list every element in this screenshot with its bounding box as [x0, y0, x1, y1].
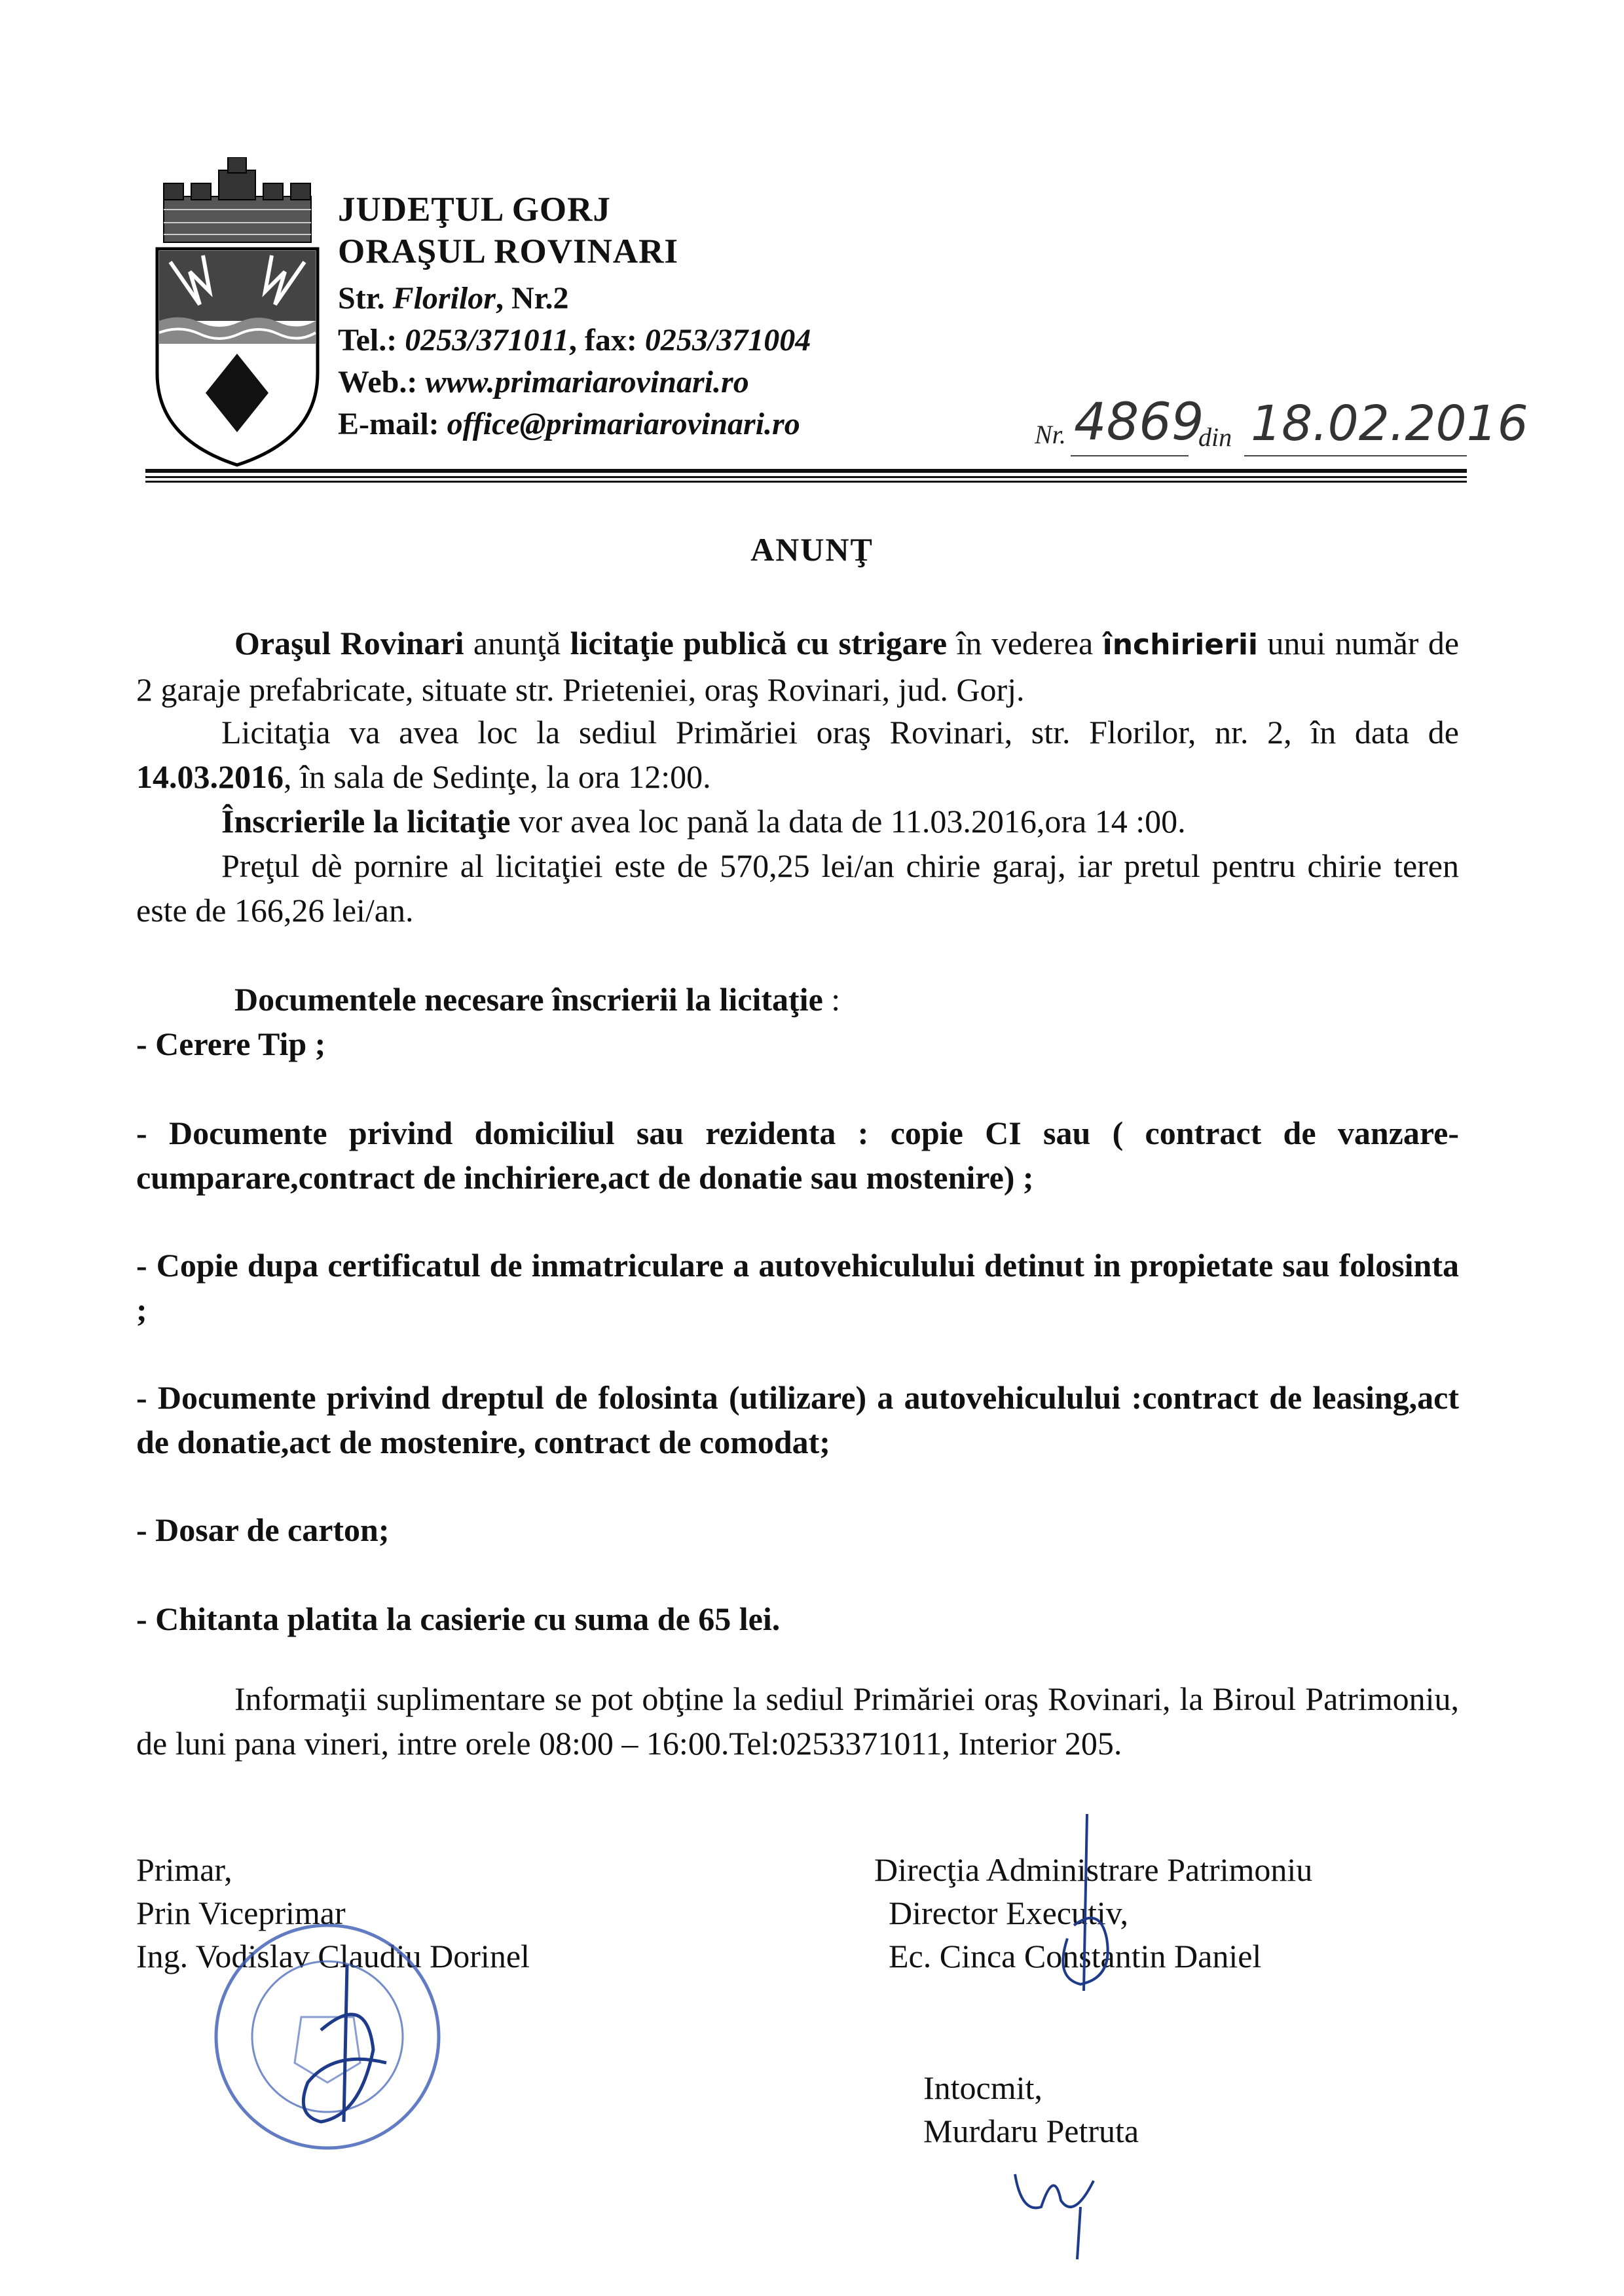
web-line — [338, 361, 811, 403]
signature-line: Intocmit, — [923, 2069, 1043, 2106]
signature-line: Murdaru Petruta — [923, 2113, 1139, 2149]
list-item: - Documente privind dreptul de folosinta (utilizare) a autovehiculului :contract de leasing,act de donatie,act de mostenire, contract de comodat; — [136, 1379, 1459, 1460]
text: unui număr de 2 garaje prefabricate, situate str. Prieteniei, oraş Rovinari, jud. Gorj. — [136, 625, 1460, 708]
signature-block-prepared — [923, 2066, 1139, 2153]
email-line — [338, 403, 811, 445]
street-label: Str. — [338, 281, 385, 316]
nr-handwritten-value: 4869 — [1074, 393, 1204, 452]
list-item: - Copie dupa certificatul de inmatriculare a autovehiculului detinut in propietate sau folosinta ; — [136, 1247, 1459, 1328]
registration-number — [1035, 393, 1528, 465]
town-name: ORAŞUL ROVINARI — [338, 232, 679, 270]
signature-line: Director Executiv, — [889, 1895, 1129, 1931]
signature-line: Ec. Cinca Constantin Daniel — [889, 1938, 1262, 1974]
web-link[interactable]: www.primariarovinari.ro — [425, 365, 749, 399]
county-name: JUDEŢUL GORJ — [338, 191, 611, 229]
list-item: - Cerere Tip ; — [136, 1026, 326, 1062]
tel-value: 0253/371011 — [405, 323, 569, 358]
web-label: Web.: — [338, 365, 418, 399]
prepared-signature-scribble — [995, 2155, 1113, 2266]
header-block — [338, 189, 811, 445]
paragraph-price: Preţul dè pornire al licitaţiei este de 570,25 lei/an chirie garaj, iar pretul pentru chirie teren este de 166,26 lei/an. — [136, 847, 1459, 929]
list-item: - Documente privind domiciliul sau rezidenta : copie CI sau ( contract de vanzare-cumparare,contract de inchiriere,act de donatie sau mostenire) ; — [136, 1115, 1459, 1196]
paragraph-registration — [136, 799, 1459, 843]
paragraph-info: Informaţii suplimentare se pot obţine la sediul Primăriei oraş Rovinari, la Biroul Patrimoniu, de luni pana vineri, intre orele 08:00 – 16:00.Tel:0253371011, Interior 205. — [136, 1680, 1459, 1762]
text: Licitaţia va avea loc la sediul Primăriei oraş Rovinari, str. Florilor, nr. 2, în data de — [221, 714, 1459, 750]
email-label: E-mail: — [338, 407, 439, 441]
email-link[interactable]: office@primariarovinari.ro — [447, 407, 800, 441]
din-label: din — [1198, 422, 1232, 452]
date-underline — [1244, 455, 1467, 456]
fax-value: 0253/371004 — [644, 323, 811, 358]
address-line — [338, 278, 811, 320]
date-handwritten-value: 18.02.2016 — [1251, 396, 1528, 452]
page-title: ANUNŢ — [750, 531, 874, 568]
documents-heading — [234, 977, 1459, 1022]
fax-label: , fax: — [568, 323, 637, 358]
nr-underline — [1071, 455, 1189, 456]
coat-of-arms-logo — [151, 157, 324, 468]
city-name: Oraşul Rovinari — [234, 625, 464, 661]
documents-heading-text: Documentele necesare înscrierii la licitaţie — [234, 981, 823, 1018]
list-item: - Dosar de carton; — [136, 1511, 390, 1548]
mayor-signature-scribble — [282, 1952, 413, 2148]
nr-label: Nr. — [1035, 420, 1066, 449]
list-item: - Chitanta platita la casierie cu suma de 65 lei. — [136, 1601, 781, 1637]
text: , în sala de Sedinţe, la ora 12:00. — [284, 758, 711, 795]
signature-line: Ing. Vodislav Claudiu Dorinel — [136, 1938, 530, 1974]
phone-line — [338, 320, 811, 361]
street-value: Florilor — [392, 281, 496, 316]
header-divider — [145, 481, 1467, 483]
signature-line: Prin Viceprimar — [136, 1895, 346, 1931]
director-signature-scribble — [1048, 1807, 1126, 2004]
text: : — [822, 981, 841, 1018]
street-number: , Nr.2 — [495, 281, 569, 316]
tel-label: Tel.: — [338, 323, 397, 358]
text: anunţă — [464, 625, 570, 661]
registration-heading: Înscrierile la licitaţie — [221, 803, 511, 840]
paragraph-announcement — [136, 621, 1459, 712]
header-divider — [145, 469, 1467, 473]
paragraph-location — [136, 710, 1459, 799]
signature-line: Direcţia Administrare Patrimoniu — [874, 1851, 1313, 1888]
auction-date: 14.03.2016 — [136, 758, 284, 795]
text: în vederea — [947, 625, 1103, 661]
header-divider — [145, 476, 1467, 478]
handwritten-word: închirierii — [1102, 628, 1259, 661]
auction-type: licitaţie publică cu strigare — [570, 625, 948, 661]
text: vor avea loc pană la data de 11.03.2016,ora 14 :00. — [510, 803, 1186, 840]
signature-line: Primar, — [136, 1851, 232, 1888]
